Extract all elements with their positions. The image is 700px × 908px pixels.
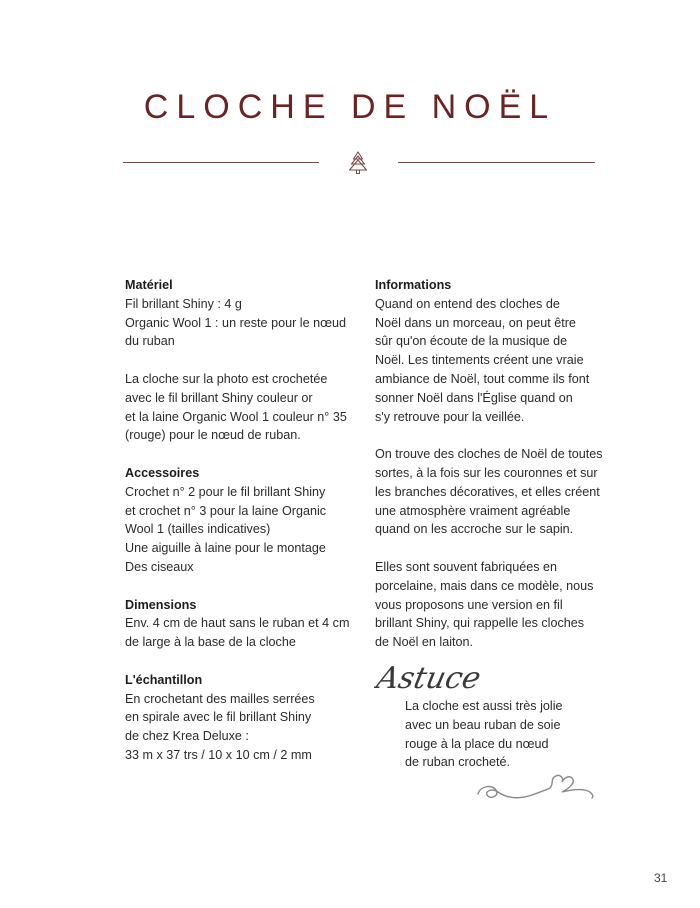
text-line: avec le fil brillant Shiny couleur or (125, 390, 313, 405)
dimensions-heading: Dimensions (125, 597, 197, 612)
divider-left (123, 162, 319, 163)
text-line: les branches décoratives, et elles créent (375, 484, 600, 499)
text-line: Crochet n° 2 pour le fil brillant Shiny (125, 484, 326, 499)
materiel-heading: Matériel (125, 278, 173, 292)
text-line: Wool 1 (tailles indicatives) (125, 522, 271, 537)
christmas-tree-icon (348, 151, 368, 175)
text-line: quand on les accroche sur le sapin. (375, 522, 574, 537)
text-line: s'y retrouve pour la veillée. (375, 409, 525, 424)
text-line: (rouge) pour le nœud de ruban. (125, 428, 301, 443)
text-line: Env. 4 cm de haut sans le ruban et 4 cm (125, 616, 350, 631)
heart-swirl-icon (474, 768, 598, 804)
text-line: Organic Wool 1 : un reste pour le nœud (125, 315, 346, 330)
text-line: et crochet n° 3 pour la laine Organic (125, 503, 327, 518)
text-line: brillant Shiny, qui rappelle les cloches (375, 616, 585, 631)
text-line: rouge à la place du nœud (405, 736, 549, 751)
text-line: 33 m x 37 trs / 10 x 10 cm / 2 mm (125, 747, 312, 762)
text-line: vous proposons une version en fil (375, 597, 563, 612)
astuce-heading-text: Astuce (374, 661, 484, 696)
page-title: CLOCHE DE NOËL (143, 88, 557, 126)
text-line: de ruban crocheté. (405, 755, 511, 770)
text-line: ambiance de Noël, tout comme ils font (375, 371, 590, 386)
page-number: 31 (654, 871, 668, 885)
text-line: Une aiguille à laine pour le montage (125, 541, 326, 556)
text-line: sortes, à la fois sur les couronnes et sur (375, 465, 598, 480)
echantillon-section (125, 671, 357, 765)
astuce-tip (405, 697, 605, 772)
echantillon-heading: L'échantillon (125, 672, 203, 687)
text-line: Noël dans un morceau, on peut être (375, 315, 576, 330)
divider-right (398, 162, 595, 163)
text-line: en spirale avec le fil brillant Shiny (125, 710, 312, 725)
text-line: Elles sont souvent fabriquées en (375, 559, 558, 574)
text-line: de chez Krea Deluxe : (125, 729, 249, 744)
text-line: et la laine Organic Wool 1 couleur n° 35 (125, 409, 347, 424)
dimensions-section (125, 596, 357, 652)
text-line: On trouve des cloches de Noël de toutes (375, 447, 603, 462)
astuce-heading (374, 656, 484, 700)
informations-section (375, 276, 607, 426)
text-line: Des ciseaux (125, 559, 194, 574)
text-line: Fil brillant Shiny : 4 g (125, 296, 242, 311)
materiel-section (125, 276, 357, 351)
text-line: sûr qu'on écoute de la musique de (375, 334, 568, 349)
paragraph-3 (375, 558, 607, 652)
right-column (375, 276, 607, 671)
paragraph-2 (375, 445, 607, 539)
accessoires-heading: Accessoires (125, 465, 200, 480)
informations-heading: Informations (375, 278, 452, 292)
left-column (125, 276, 357, 784)
text-line: La cloche sur la photo est crochetée (125, 371, 328, 386)
text-line: Quand on entend des cloches de (375, 296, 560, 311)
accessoires-section (125, 464, 357, 577)
text-line: de large à la base de la cloche (125, 635, 296, 650)
text-line: une atmosphère vraiment agréable (375, 503, 571, 518)
text-line: Noël. Les tintements créent une vraie (375, 353, 584, 368)
text-line: du ruban (125, 334, 175, 349)
text-line: avec un beau ruban de soie (405, 717, 561, 732)
text-line: porcelaine, mais dans ce modèle, nous (375, 578, 594, 593)
text-line: de Noël en laiton. (375, 635, 474, 650)
text-line: En crochetant des mailles serrées (125, 691, 315, 706)
photo-note (125, 370, 357, 445)
text-line: La cloche est aussi très jolie (405, 699, 563, 713)
text-line: sonner Noël dans l'Église quand on (375, 390, 573, 405)
